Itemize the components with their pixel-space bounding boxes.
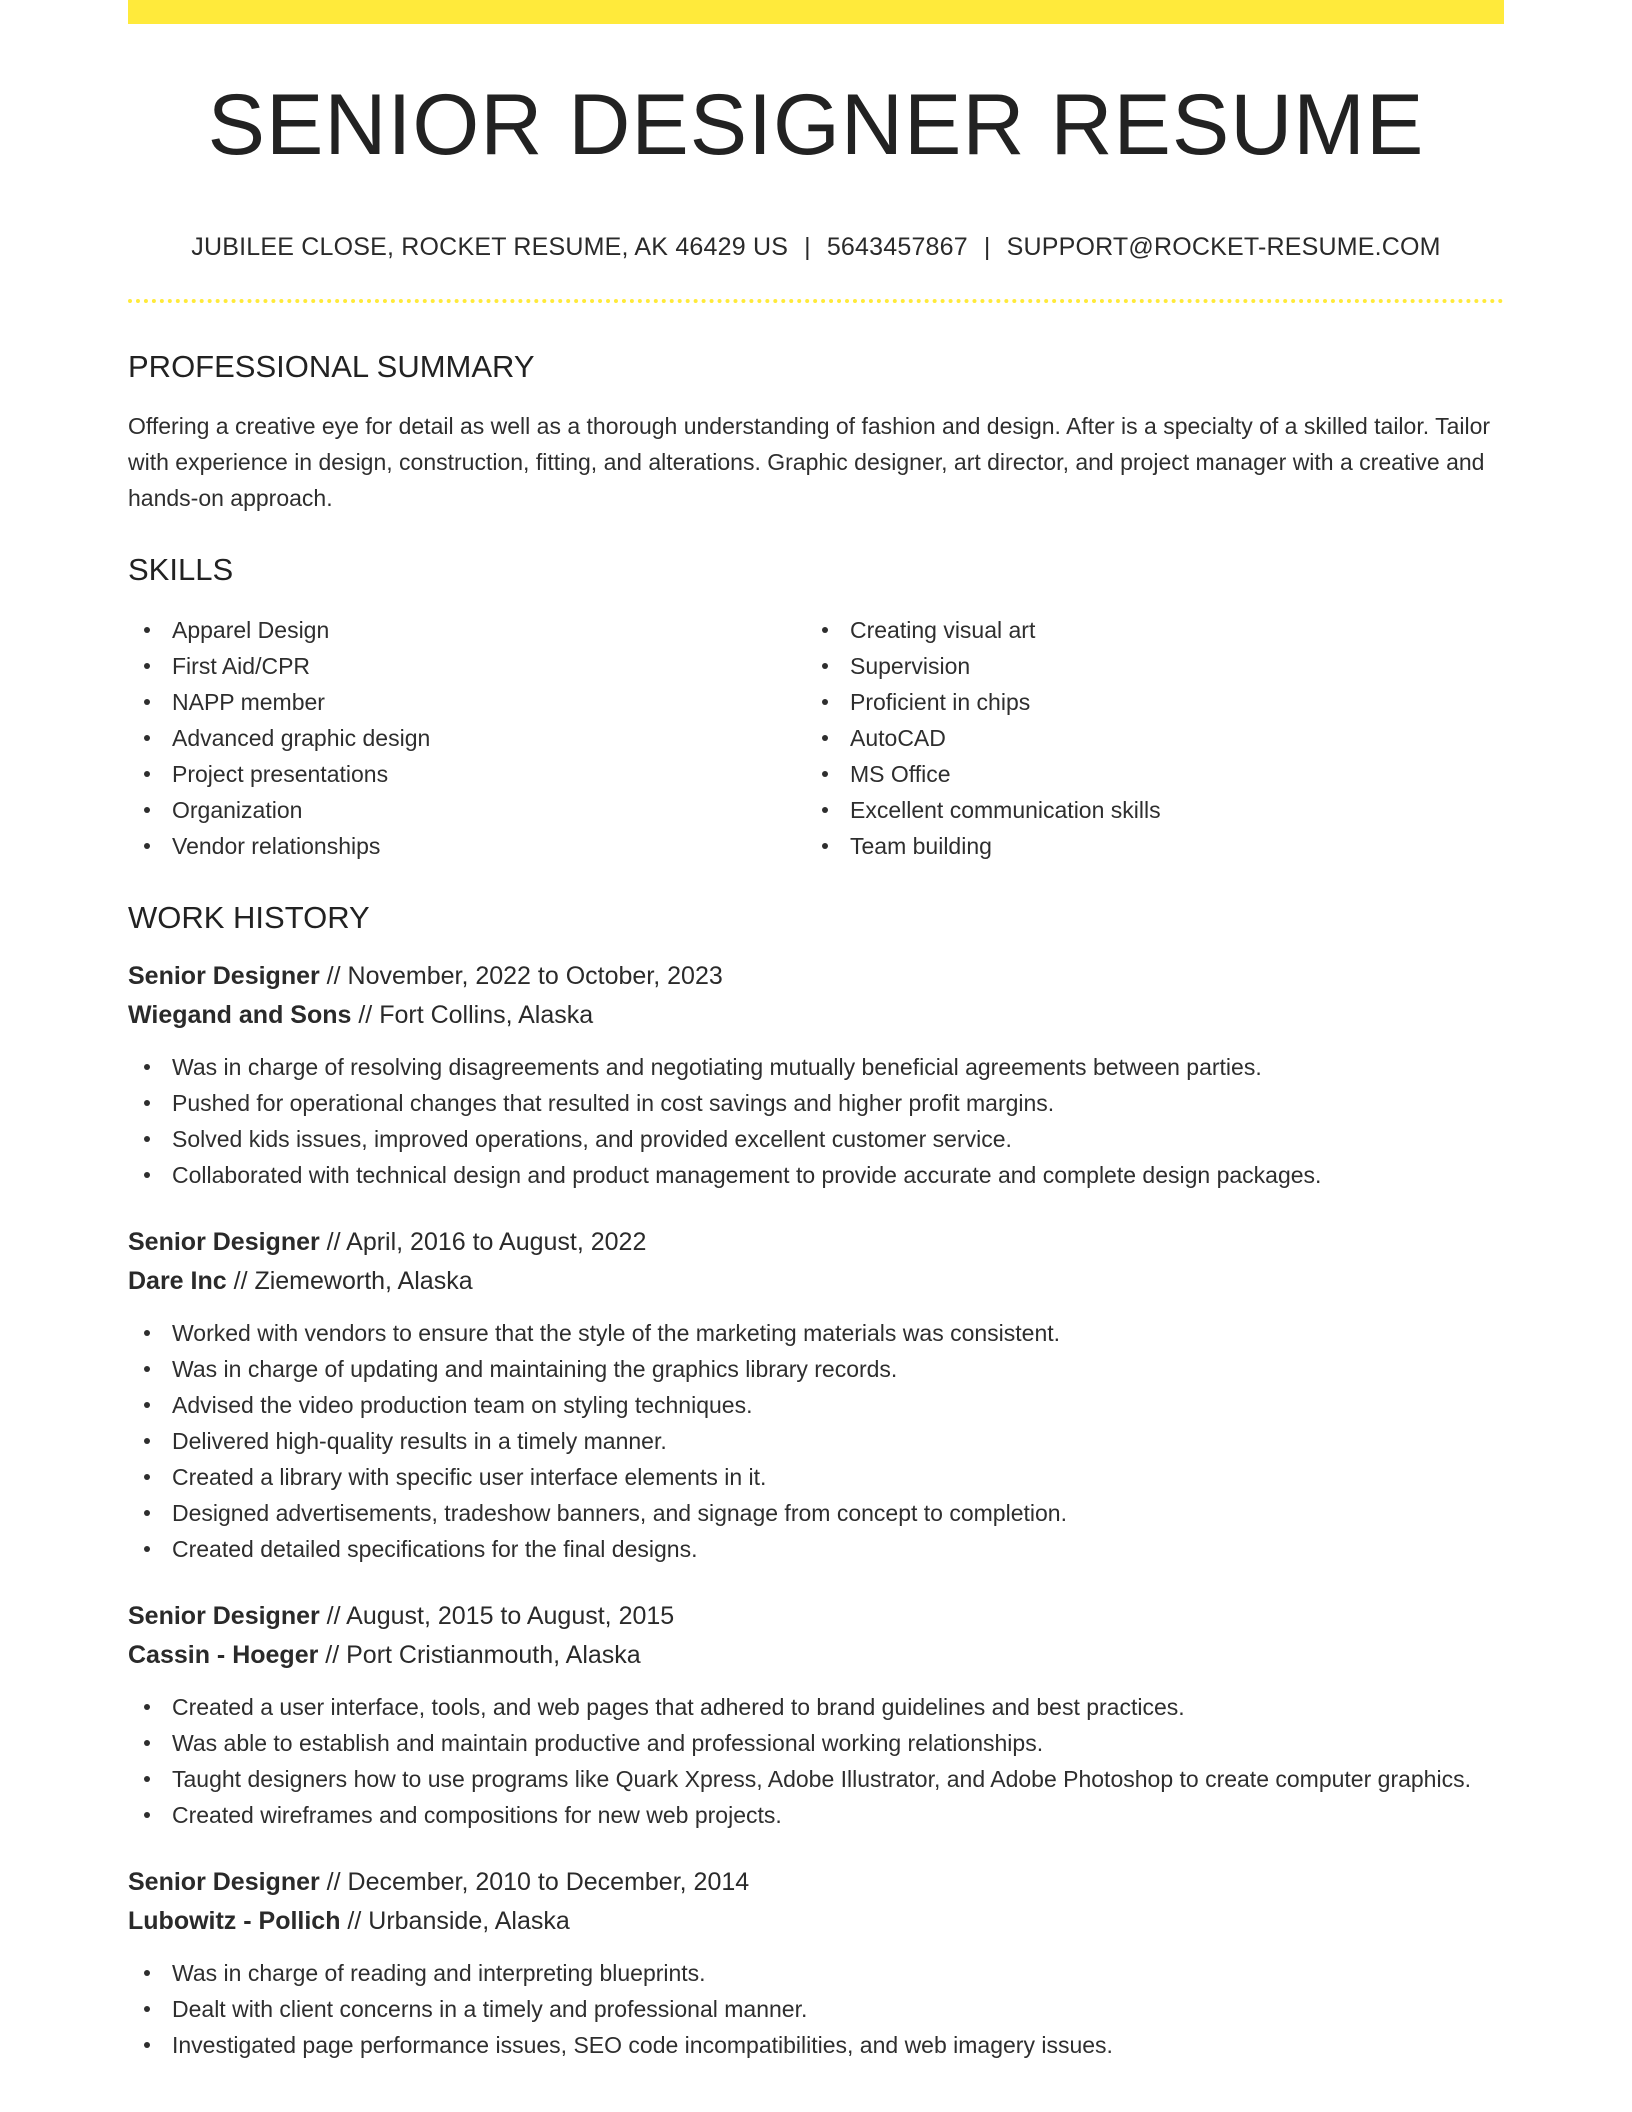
- job-location: // Ziemeworth, Alaska: [226, 1267, 473, 1295]
- skill-item: [806, 756, 1484, 792]
- job-company: Lubowitz - Pollich: [128, 1907, 341, 1935]
- job-entry: [128, 1223, 1504, 1567]
- bullet-icon: [144, 771, 150, 777]
- job-dates: // December, 2010 to December, 2014: [319, 1868, 750, 1896]
- work-history-list: [128, 957, 1504, 2063]
- job-bullets: [128, 1955, 1504, 2063]
- job-bullet-text: Collaborated with technical design and product management to provide accurate and complete design packages.: [172, 1162, 1322, 1188]
- bullet-icon: [822, 627, 828, 633]
- job-company-line: [128, 1262, 1504, 1301]
- job-bullet: [128, 1495, 1504, 1531]
- job-bullet-text: Was in charge of reading and interpreting blueprints.: [172, 1960, 706, 1986]
- job-bullet-text: Pushed for operational changes that resulted in cost savings and higher profit margins.: [172, 1090, 1055, 1116]
- skill-item: [806, 648, 1484, 684]
- job-entry: [128, 1863, 1504, 2063]
- job-bullet: [128, 1761, 1504, 1797]
- skills-column-right: [806, 612, 1484, 864]
- bullet-icon: [144, 1776, 150, 1782]
- bullet-icon: [822, 843, 828, 849]
- bullet-icon: [144, 1064, 150, 1070]
- skill-item-text: AutoCAD: [850, 725, 946, 751]
- job-bullet-text: Created a user interface, tools, and web pages that adhered to brand guidelines and best practices.: [172, 1694, 1185, 1720]
- contact-email: SUPPORT@ROCKET-RESUME.COM: [1006, 233, 1441, 261]
- bullet-icon: [822, 699, 828, 705]
- job-bullet-text: Was in charge of updating and maintaining the graphics library records.: [172, 1356, 898, 1382]
- bullet-icon: [144, 807, 150, 813]
- contact-address: JUBILEE CLOSE, ROCKET RESUME, AK 46429 US: [191, 233, 789, 261]
- job-bullet-text: Created detailed specifications for the final designs.: [172, 1536, 698, 1562]
- job-bullet: [128, 1955, 1504, 1991]
- bullet-icon: [144, 1740, 150, 1746]
- job-bullet-text: Taught designers how to use programs like Quark Xpress, Adobe Illustrator, and Adobe Photoshop to create computer graphics.: [172, 1766, 1471, 1792]
- bullet-icon: [144, 1330, 150, 1336]
- skill-item-text: Vendor relationships: [172, 833, 381, 859]
- skills-column-left: [128, 612, 806, 864]
- skill-item: [128, 612, 806, 648]
- job-role: Senior Designer: [128, 1868, 320, 1896]
- skill-item-text: Supervision: [850, 653, 971, 679]
- job-bullet: [128, 1049, 1504, 1085]
- skill-item-text: Team building: [850, 833, 992, 859]
- job-role-line: [128, 1863, 1504, 1902]
- resume-page: [128, 0, 1504, 2063]
- job-company-line: [128, 1636, 1504, 1675]
- bullet-icon: [144, 1510, 150, 1516]
- job-company: Cassin - Hoeger: [128, 1641, 319, 1669]
- skill-item-text: MS Office: [850, 761, 951, 787]
- job-role-line: [128, 957, 1504, 996]
- job-role-line: [128, 1223, 1504, 1262]
- job-bullets: [128, 1315, 1504, 1567]
- bullet-icon: [144, 663, 150, 669]
- contact-separator: |: [804, 233, 811, 261]
- skill-item-text: NAPP member: [172, 689, 325, 715]
- skill-item: [128, 828, 806, 864]
- job-role: Senior Designer: [128, 1602, 320, 1630]
- skill-item-text: First Aid/CPR: [172, 653, 311, 679]
- job-bullet: [128, 1991, 1504, 2027]
- job-bullet: [128, 1531, 1504, 1567]
- bullet-icon: [144, 1970, 150, 1976]
- skill-item-text: Organization: [172, 797, 303, 823]
- skill-item-text: Advanced graphic design: [172, 725, 431, 751]
- dotted-divider: [128, 299, 1504, 303]
- job-bullet-text: Was able to establish and maintain productive and professional working relationships.: [172, 1730, 1044, 1756]
- summary-heading: PROFESSIONAL SUMMARY: [128, 349, 535, 384]
- job-bullet-text: Designed advertisements, tradeshow banners, and signage from concept to completion.: [172, 1500, 1067, 1526]
- job-bullet: [128, 2027, 1504, 2063]
- contact-line: [128, 235, 1504, 260]
- bullet-icon: [144, 843, 150, 849]
- job-role-line: [128, 1597, 1504, 1636]
- skill-item-text: Creating visual art: [850, 617, 1036, 643]
- bullet-icon: [822, 771, 828, 777]
- job-bullet-text: Solved kids issues, improved operations, and provided excellent customer service.: [172, 1126, 1012, 1152]
- skill-item: [128, 684, 806, 720]
- job-bullet: [128, 1121, 1504, 1157]
- work-history-heading: WORK HISTORY: [128, 900, 370, 935]
- bullet-icon: [144, 1366, 150, 1372]
- job-bullet-text: Created wireframes and compositions for new web projects.: [172, 1802, 782, 1828]
- job-bullet: [128, 1725, 1504, 1761]
- bullet-icon: [144, 735, 150, 741]
- bullet-icon: [144, 1474, 150, 1480]
- bullet-icon: [144, 1438, 150, 1444]
- accent-bar: [128, 0, 1504, 24]
- job-bullet: [128, 1423, 1504, 1459]
- bullet-icon: [144, 2042, 150, 2048]
- job-bullet-text: Worked with vendors to ensure that the style of the marketing materials was consistent.: [172, 1320, 1061, 1346]
- skill-item: [806, 720, 1484, 756]
- skill-item: [128, 720, 806, 756]
- job-dates: // April, 2016 to August, 2022: [319, 1228, 647, 1256]
- job-bullet-text: Dealt with client concerns in a timely and professional manner.: [172, 1996, 808, 2022]
- resume-title: SENIOR DESIGNER RESUME: [207, 77, 1425, 173]
- job-location: // Fort Collins, Alaska: [351, 1001, 594, 1029]
- job-company: Dare Inc: [128, 1267, 227, 1295]
- skills-list: [128, 612, 1504, 864]
- job-bullet: [128, 1157, 1504, 1193]
- job-bullet-text: Was in charge of resolving disagreements and negotiating mutually beneficial agreements between parties.: [172, 1054, 1262, 1080]
- bullet-icon: [144, 1402, 150, 1408]
- skill-item: [806, 792, 1484, 828]
- skill-item: [128, 792, 806, 828]
- skill-item: [128, 756, 806, 792]
- job-bullet: [128, 1459, 1504, 1495]
- skill-item: [806, 828, 1484, 864]
- skill-item-text: Project presentations: [172, 761, 389, 787]
- bullet-icon: [144, 1704, 150, 1710]
- job-company-line: [128, 996, 1504, 1035]
- job-bullet: [128, 1085, 1504, 1121]
- job-bullet: [128, 1351, 1504, 1387]
- skill-item: [806, 612, 1484, 648]
- job-entry: [128, 1597, 1504, 1833]
- job-bullet-text: Created a library with specific user interface elements in it.: [172, 1464, 767, 1490]
- job-role: Senior Designer: [128, 962, 320, 990]
- job-location: // Port Cristianmouth, Alaska: [318, 1641, 641, 1669]
- job-bullet-text: Investigated page performance issues, SEO code incompatibilities, and web imagery issues.: [172, 2032, 1113, 2058]
- bullet-icon: [144, 699, 150, 705]
- skill-item-text: Proficient in chips: [850, 689, 1031, 715]
- job-role: Senior Designer: [128, 1228, 320, 1256]
- bullet-icon: [144, 1546, 150, 1552]
- skills-heading: SKILLS: [128, 552, 234, 587]
- skill-item-text: Excellent communication skills: [850, 797, 1161, 823]
- job-bullet: [128, 1315, 1504, 1351]
- job-bullet: [128, 1797, 1504, 1833]
- job-dates: // November, 2022 to October, 2023: [319, 962, 723, 990]
- job-location: // Urbanside, Alaska: [340, 1907, 570, 1935]
- bullet-icon: [144, 1136, 150, 1142]
- job-entry: [128, 957, 1504, 1193]
- job-dates: // August, 2015 to August, 2015: [319, 1602, 675, 1630]
- bullet-icon: [144, 1172, 150, 1178]
- bullet-icon: [144, 2006, 150, 2012]
- summary-text: Offering a creative eye for detail as well as a thorough understanding of fashion and design. After is a specialty of a skilled tailor. Tailor with experience in design, construction, fitting, and alterations. Graphic designer, art director, and project manager with a creative and hands-on approach.: [128, 413, 1491, 511]
- job-bullets: [128, 1049, 1504, 1193]
- job-bullets: [128, 1689, 1504, 1833]
- bullet-icon: [822, 663, 828, 669]
- skill-item: [806, 684, 1484, 720]
- job-bullet: [128, 1387, 1504, 1423]
- bullet-icon: [822, 807, 828, 813]
- bullet-icon: [144, 1100, 150, 1106]
- contact-separator: |: [983, 233, 991, 261]
- skill-item-text: Apparel Design: [172, 617, 330, 643]
- job-bullet-text: Delivered high-quality results in a timely manner.: [172, 1428, 667, 1454]
- skill-item: [128, 648, 806, 684]
- bullet-icon: [144, 627, 150, 633]
- bullet-icon: [144, 1812, 150, 1818]
- contact-phone: 5643457867: [826, 233, 968, 261]
- job-company: Wiegand and Sons: [128, 1001, 352, 1029]
- job-bullet-text: Advised the video production team on styling techniques.: [172, 1392, 753, 1418]
- job-company-line: [128, 1902, 1504, 1941]
- bullet-icon: [822, 735, 828, 741]
- job-bullet: [128, 1689, 1504, 1725]
